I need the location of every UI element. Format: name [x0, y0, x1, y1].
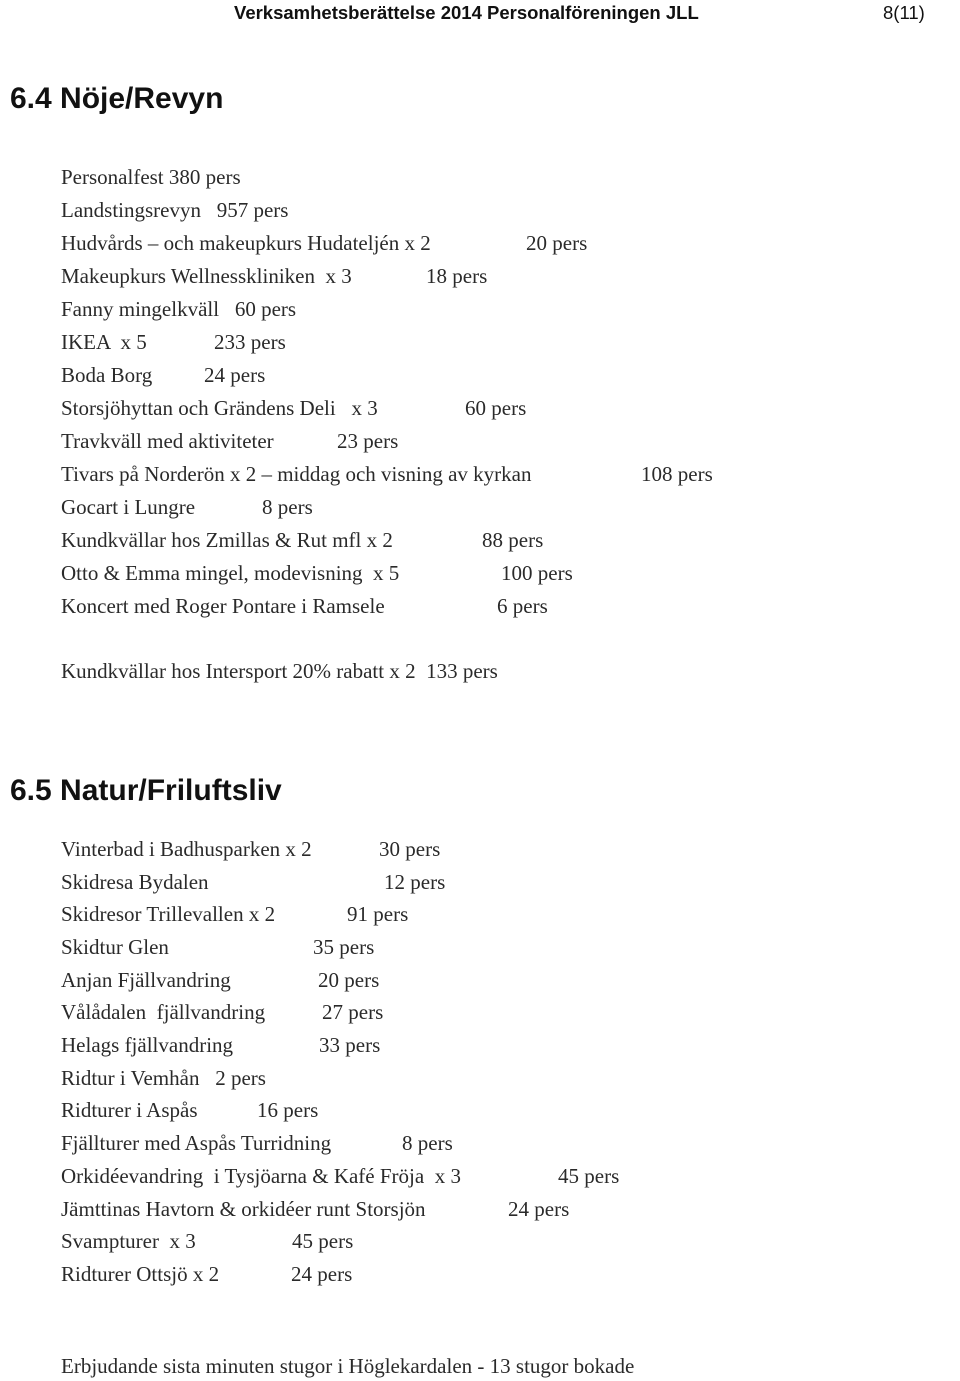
item-count: 108 pers	[641, 462, 713, 486]
list-item	[61, 327, 286, 357]
list-item	[61, 195, 288, 225]
item-label: Gocart i Lungre	[61, 495, 196, 519]
item-label: Skidresor Trillevallen x 2	[61, 902, 276, 926]
item-count: 33 pers	[319, 1033, 381, 1057]
item-count: 23 pers	[337, 429, 399, 453]
item-label: Hudvårds – och makeupkurs Hudateljén x 2	[61, 231, 431, 255]
item-count: 30 pers	[379, 837, 441, 861]
item-count: 8 pers	[402, 1131, 453, 1155]
item-count: 16 pers	[257, 1098, 319, 1122]
item-label: Skidtur Glen	[61, 935, 169, 959]
item-label: Ridturer i Aspås	[61, 1098, 198, 1122]
list-item	[61, 426, 399, 456]
item-label: Otto & Emma mingel, modevisning x 5	[61, 561, 400, 585]
item-count: 35 pers	[313, 935, 375, 959]
list-item	[61, 492, 313, 522]
list-item	[61, 867, 446, 897]
list-item	[61, 1161, 620, 1191]
item-count: 18 pers	[426, 264, 488, 288]
list-item	[61, 1194, 570, 1224]
item-label: Travkväll med aktiviteter	[61, 429, 274, 453]
list-item	[61, 1259, 353, 1289]
list-item	[61, 1351, 634, 1381]
list-item	[61, 393, 527, 423]
item-count: 20 pers	[318, 968, 380, 992]
item-count: 27 pers	[322, 1000, 384, 1024]
list-item	[61, 1226, 354, 1256]
item-label: Svampturer x 3	[61, 1229, 196, 1253]
section-heading: 6.4 Nöje/Revyn	[10, 82, 224, 115]
section-heading: 6.5 Natur/Friluftsliv	[10, 774, 282, 807]
list-item	[61, 834, 441, 864]
item-count: 45 pers	[558, 1164, 620, 1188]
item-label: Vinterbad i Badhusparken x 2	[61, 837, 312, 861]
item-label: Skidresa Bydalen	[61, 870, 209, 894]
item-label: Tivars på Norderön x 2 – middag och visning av kyrkan	[61, 462, 532, 486]
item-count: 100 pers	[501, 561, 573, 585]
list-item	[61, 1095, 319, 1125]
list-item	[61, 294, 296, 324]
item-label: Personalfest 380 pers	[61, 165, 241, 189]
item-label: Landstingsrevyn 957 pers	[61, 198, 289, 222]
item-count: 20 pers	[526, 231, 588, 255]
list-item	[61, 525, 544, 555]
item-count: 24 pers	[291, 1262, 353, 1286]
list-item	[61, 1063, 266, 1093]
list-item	[61, 899, 409, 929]
item-label: Makeupkurs Wellnesskliniken x 3	[61, 264, 352, 288]
list-item	[61, 558, 573, 588]
item-label: Storsjöhyttan och Grändens Deli x 3	[61, 396, 378, 420]
item-count: 8 pers	[262, 495, 313, 519]
list-item	[61, 360, 266, 390]
item-count: 45 pers	[292, 1229, 354, 1253]
document-title: Verksamhetsberättelse 2014 Personalföreningen JLL	[234, 2, 699, 23]
item-count: 24 pers	[204, 363, 266, 387]
list-item	[61, 459, 713, 489]
list-item	[61, 965, 380, 995]
item-label: Ridtur i Vemhån 2 pers	[61, 1066, 266, 1090]
list-item	[61, 997, 384, 1027]
list-item	[61, 1128, 453, 1158]
item-label: Kundkvällar hos Zmillas & Rut mfl x 2	[61, 528, 393, 552]
item-count: 88 pers	[482, 528, 544, 552]
list-item	[61, 261, 488, 291]
item-count: 12 pers	[384, 870, 446, 894]
item-count: 233 pers	[214, 330, 286, 354]
list-item	[61, 228, 588, 258]
item-label: Orkidéevandring i Tysjöarna & Kafé Fröja x 3	[61, 1164, 461, 1188]
list-item	[61, 162, 241, 192]
list-item	[61, 656, 498, 686]
item-label: Kundkvällar hos Intersport 20% rabatt x 2 133 pers	[61, 659, 498, 683]
item-label: Boda Borg	[61, 363, 153, 387]
item-count: 60 pers	[465, 396, 527, 420]
page-number: 8(11)	[883, 2, 925, 23]
item-label: Anjan Fjällvandring	[61, 968, 231, 992]
item-count: 91 pers	[347, 902, 409, 926]
item-count: 24 pers	[508, 1197, 570, 1221]
item-label: Helags fjällvandring	[61, 1033, 234, 1057]
item-label: Erbjudande sista minuten stugor i Höglekardalen - 13 stugor bokade	[61, 1354, 635, 1378]
item-count: 6 pers	[497, 594, 548, 618]
item-label: IKEA x 5	[61, 330, 147, 354]
item-label: Fjällturer med Aspås Turridning	[61, 1131, 332, 1155]
list-item	[61, 932, 375, 962]
item-label: Koncert med Roger Pontare i Ramsele	[61, 594, 385, 618]
item-label: Ridturer Ottsjö x 2	[61, 1262, 220, 1286]
item-label: Vålådalen fjällvandring	[61, 1000, 266, 1024]
list-item	[61, 591, 548, 621]
item-label: Fanny mingelkväll 60 pers	[61, 297, 297, 321]
list-item	[61, 1030, 381, 1060]
item-label: Jämttinas Havtorn & orkidéer runt Storsjön	[61, 1197, 426, 1221]
